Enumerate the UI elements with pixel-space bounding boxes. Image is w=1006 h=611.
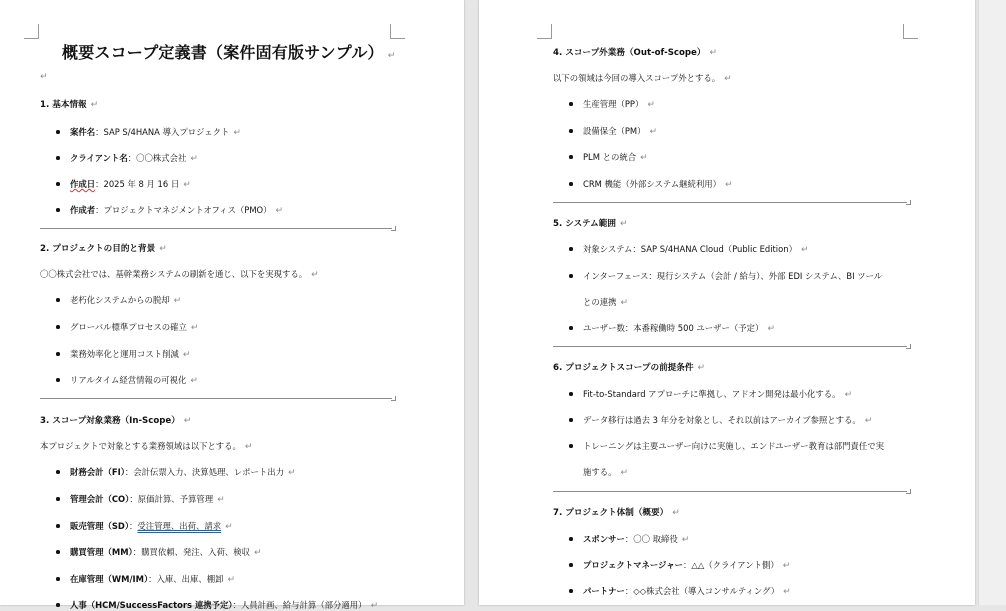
margin-corner-top-left bbox=[24, 24, 39, 39]
list-item[interactable]: 人事（HCM/SuccessFactors 連携予定）：人員計画、給与計算（部分適用） ↵ bbox=[70, 600, 379, 611]
section-heading-assumptions[interactable]: 6. プロジェクトスコープの前提条件 ↵ bbox=[553, 363, 706, 373]
horizontal-rule bbox=[40, 228, 392, 229]
margin-corner-top-right bbox=[903, 24, 918, 39]
section-heading-system-scope[interactable]: 5. システム範囲 ↵ bbox=[553, 219, 628, 229]
paragraph[interactable]: 〇〇株式会社では、基幹業務システムの刷新を通じ、以下を実現する。 ↵ bbox=[40, 269, 319, 280]
list-item[interactable]: 管理会計（CO）：原価計算、予算管理 ↵ bbox=[70, 494, 225, 505]
list-item[interactable]: 老朽化システムからの脱却 ↵ bbox=[70, 295, 182, 306]
paragraph[interactable]: 以下の領域は今回の導入スコープ外とする。 ↵ bbox=[553, 73, 732, 84]
vertical-scrollbar[interactable] bbox=[978, 0, 1006, 605]
list-item[interactable]: クライアント名：〇〇株式会社 ↵ bbox=[70, 153, 198, 164]
list-item[interactable]: 作成者：プロジェクトマネジメントオフィス（PMO） ↵ bbox=[70, 205, 284, 216]
list-item[interactable]: PLM との統合 ↵ bbox=[583, 152, 648, 163]
list-item-continuation[interactable]: 施する。 ↵ bbox=[583, 467, 629, 478]
section-heading-structure[interactable]: 7. プロジェクト体制（概要） ↵ bbox=[553, 508, 680, 518]
list-item[interactable]: 案件名：SAP S/4HANA 導入プロジェクト ↵ bbox=[70, 127, 241, 138]
document-title[interactable]: 概要スコープ定義書（案件固有版サンプル） ↵ bbox=[62, 43, 396, 62]
list-item[interactable]: 設備保全（PM） ↵ bbox=[583, 126, 658, 137]
horizontal-rule bbox=[553, 346, 907, 347]
list-item-continuation[interactable]: との連携 ↵ bbox=[583, 297, 629, 308]
horizontal-rule bbox=[553, 491, 907, 492]
list-item[interactable]: CRM 機能（外部システム継続利用） ↵ bbox=[583, 179, 733, 190]
list-item[interactable]: 生産管理（PP） ↵ bbox=[583, 99, 655, 110]
section-heading-in-scope[interactable]: 3. スコープ対象業務（In-Scope） ↵ bbox=[40, 416, 192, 426]
list-item[interactable]: 対象システム：SAP S/4HANA Cloud（Public Edition） ↵ bbox=[583, 244, 809, 255]
list-item[interactable]: 財務会計（FI）：会計伝票入力、決算処理、レポート出力 ↵ bbox=[70, 467, 296, 478]
list-item[interactable]: 購買管理（MM）：購買依頼、発注、入荷、検収 ↵ bbox=[70, 547, 262, 558]
horizontal-rule bbox=[553, 202, 907, 203]
list-item[interactable]: ユーザー数：本番稼働時 500 ユーザー（予定） ↵ bbox=[583, 323, 775, 334]
paragraph[interactable]: 本プロジェクトで対象とする業務領域は以下とする。 ↵ bbox=[40, 441, 253, 452]
document-page-left bbox=[0, 0, 464, 611]
list-item[interactable]: インターフェース：現行システム（会計 / 給与）、外部 EDI システム、BI ツール bbox=[583, 271, 883, 281]
document-page-right bbox=[479, 0, 975, 605]
list-item[interactable]: リアルタイム経営情報の可視化 ↵ bbox=[70, 375, 198, 386]
list-item[interactable]: データ移行は過去 3 年分を対象とし、それ以前はアーカイブ参照とする。 ↵ bbox=[583, 415, 873, 426]
horizontal-rule bbox=[40, 398, 392, 399]
list-item[interactable]: 作成日：2025 年 8 月 16 日 ↵ bbox=[70, 179, 191, 190]
list-item[interactable]: トレーニングは主要ユーザー向けに実施し、エンドユーザー教育は部門責任で実 bbox=[583, 441, 884, 451]
list-item[interactable]: プロジェクトマネージャー：△△（クライアント側） ↵ bbox=[583, 560, 791, 571]
list-item[interactable]: Fit-to-Standard アプローチに準拠し、アドオン開発は最小化する。 ↵ bbox=[583, 389, 853, 400]
list-item[interactable]: 業務効率化と運用コスト削減 ↵ bbox=[70, 349, 191, 360]
margin-corner-top-right bbox=[390, 24, 405, 39]
section-heading-basic-info[interactable]: 1. 基本情報 ↵ bbox=[40, 100, 99, 110]
list-item[interactable]: 在庫管理（WM/IM）：入庫、出庫、棚卸 ↵ bbox=[70, 574, 236, 585]
list-item[interactable]: 販売管理（SD）：受注管理、出荷、請求 ↵ bbox=[70, 521, 233, 532]
list-item[interactable]: グローバル標準プロセスの確立 ↵ bbox=[70, 322, 199, 333]
list-item[interactable]: パートナー：◇◇株式会社（導入コンサルティング） ↵ bbox=[583, 586, 791, 597]
section-heading-purpose[interactable]: 2. プロジェクトの目的と背景 ↵ bbox=[40, 244, 167, 254]
section-heading-out-of-scope[interactable]: 4. スコープ外業務（Out-of-Scope） ↵ bbox=[553, 48, 718, 58]
margin-corner-top-left bbox=[537, 24, 552, 39]
empty-paragraph-mark: ↵ bbox=[40, 72, 48, 82]
list-item[interactable]: スポンサー：〇〇 取締役 ↵ bbox=[583, 534, 690, 545]
